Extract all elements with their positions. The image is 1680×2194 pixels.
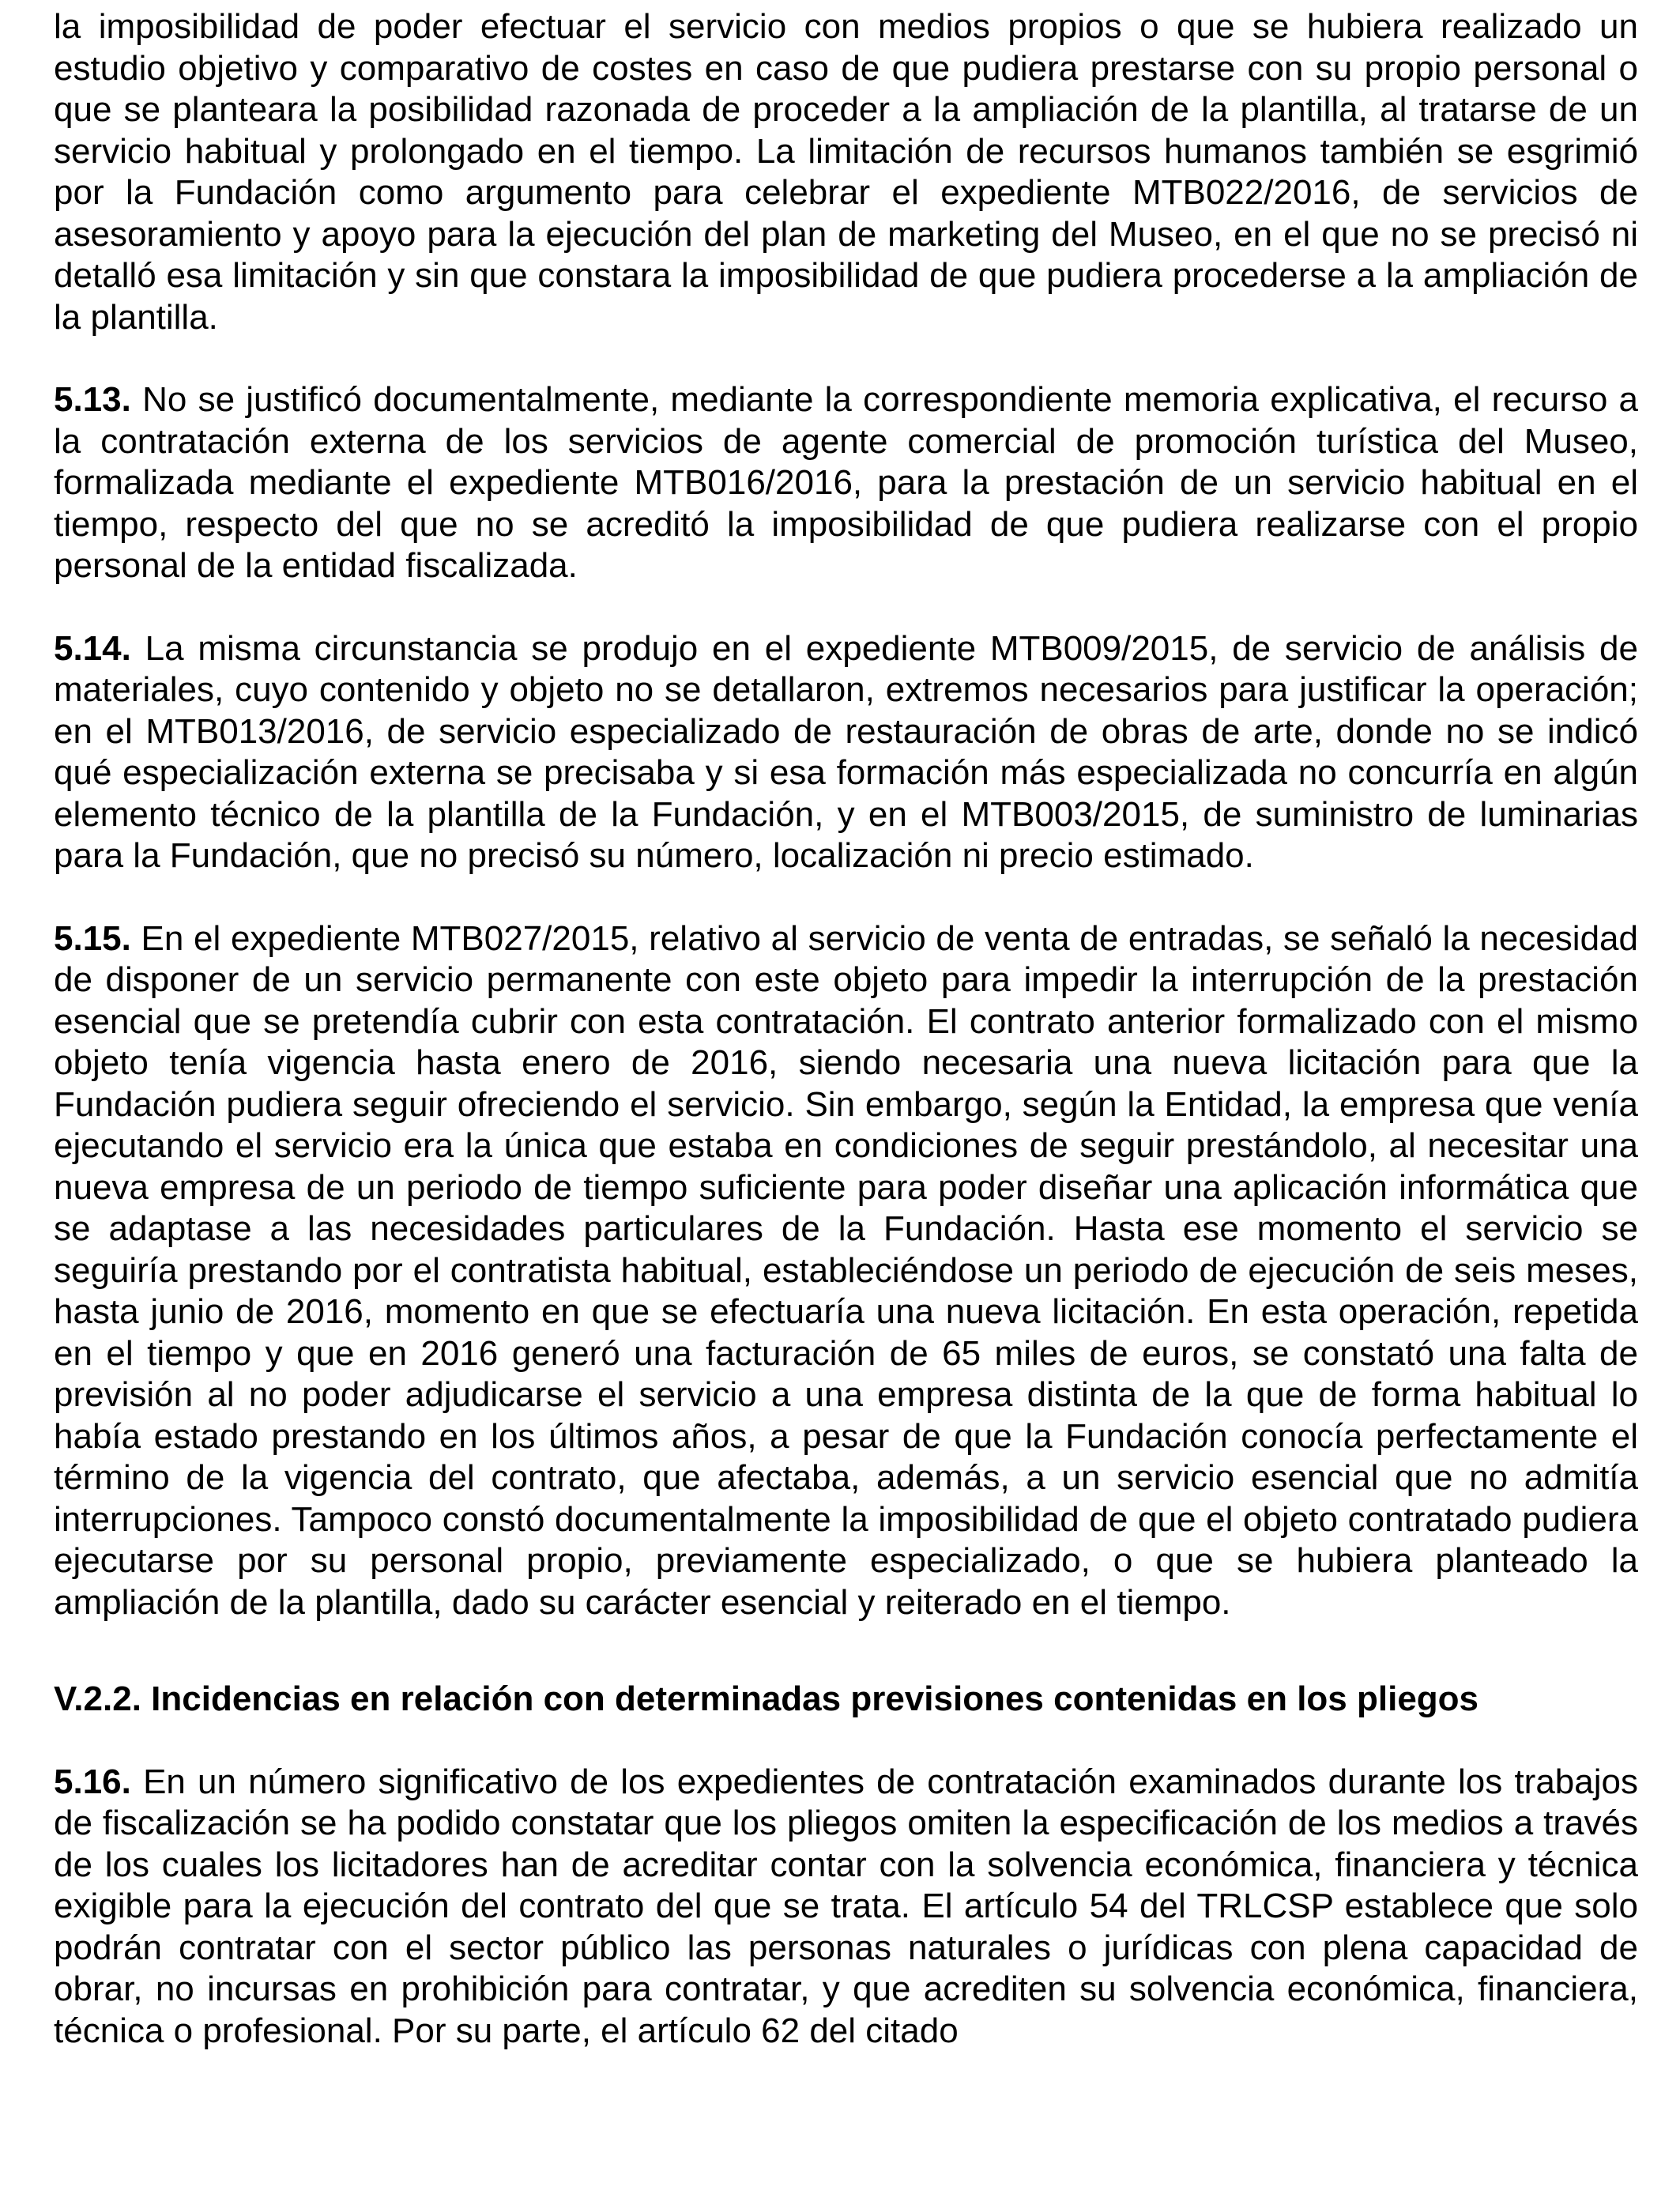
paragraph-text: En un número significativo de los expedientes de contratación examinados durante los trabajos de fiscalización se ha podido constatar que los pliegos omiten la especificación de los medios a través de los cuales los licitadores han de acreditar contar con la solvencia económica, financiera y técnica exigible para la ejecución del contrato del que se trata. El artículo 54 del TRLCSP establece que solo podrán contratar con el sector público las personas naturales o jurídicas con plena capacidad de obrar, no incursas en prohibición para contratar, y que acrediten su solvencia económica, financiera, técnica o profesional. Por su parte, el artículo 62 del citado <box>54 1762 1638 2050</box>
paragraph-5-16 <box>54 1762 1638 2053</box>
paragraph-gap <box>54 877 1638 918</box>
paragraph-number: 5.16. <box>54 1762 131 1801</box>
paragraph-gap <box>54 1623 1638 1679</box>
paragraph-number: 5.13. <box>54 380 131 419</box>
paragraph-number: 5.15. <box>54 918 131 958</box>
paragraph-number: 5.14. <box>54 628 131 668</box>
section-heading: V.2.2. Incidencias en relación con determinadas previsiones contenidas en los pliegos <box>54 1679 1479 1718</box>
paragraph-5-14 <box>54 628 1638 877</box>
intro-paragraph: la imposibilidad de poder efectuar el servicio con medios propios o que se hubiera realizado un estudio objetivo y comparativo de costes en caso de que pudiera prestarse con su propio personal o que se planteara la posibilidad razonada de proceder a la ampliación de la plantilla, al tratarse de un servicio habitual y prolongado en el tiempo. La limitación de recursos humanos también se esgrimió por la Fundación como argumento para celebrar el expediente MTB022/2016, de servicios de asesoramiento y apoyo para la ejecución del plan de marketing del Museo, en el que no se precisó ni detalló esa limitación y sin que constara la imposibilidad de que pudiera procederse a la ampliación de la plantilla. <box>54 7 1638 337</box>
paragraph-text: No se justificó documentalmente, mediante la correspondiente memoria explicativa, el recurso a la contratación externa de los servicios de agente comercial de promoción turística del Museo, formalizada mediante el expediente MTB016/2016, para la prestación de un servicio habitual en el tiempo, respecto del que no se acreditó la imposibilidad de que pudiera realizarse con el propio personal de la entidad fiscalizada. <box>54 380 1638 585</box>
paragraph-gap <box>54 338 1638 379</box>
paragraph-5-15 <box>54 918 1638 1624</box>
paragraph-gap <box>54 1721 1638 1762</box>
paragraph-5-13 <box>54 379 1638 587</box>
paragraph-gap <box>54 587 1638 628</box>
document-page <box>54 6 1638 2052</box>
paragraph-text: La misma circunstancia se produjo en el expediente MTB009/2015, de servicio de análisis de materiales, cuyo contenido y objeto no se detallaron, extremos necesarios para justificar la operación; en el MTB013/2016, de servicio especializado de restauración de obras de arte, donde no se indicó qué especialización externa se precisaba y si esa formación más especializada no concurría en algún elemento técnico de la plantilla de la Fundación, y en el MTB003/2015, de suministro de luminarias para la Fundación, que no precisó su número, localización ni precio estimado. <box>54 628 1638 875</box>
paragraph-text: En el expediente MTB027/2015, relativo al servicio de venta de entradas, se señaló la necesidad de disponer de un servicio permanente con este objeto para impedir la interrupción de la prestación esencial que se pretendía cubrir con esta contratación. El contrato anterior formalizado con el mismo objeto tenía vigencia hasta enero de 2016, siendo necesaria una nueva licitación para que la Fundación pudiera seguir ofreciendo el servicio. Sin embargo, según la Entidad, la empresa que venía ejecutando el servicio era la única que estaba en condiciones de seguir prestándolo, al necesitar una nueva empresa de un periodo de tiempo suficiente para poder diseñar una aplicación informática que se adaptase a las necesidades particulares de la Fundación. Hasta ese momento el servicio se seguiría prestando por el contratista habitual, estableciéndose un periodo de ejecución de seis meses, hasta junio de 2016, momento en que se efectuaría una nueva licitación. En esta operación, repetida en el tiempo y que en 2016 generó una facturación de 65 miles de euros, se constató una falta de previsión al no poder adjudicarse el servicio a una empresa distinta de la que de forma habitual lo había estado prestando en los últimos años, a pesar de que la Fundación conocía perfectamente el término de la vigencia del contrato, que afectaba, además, a un servicio esencial que no admitía interrupciones. Tampoco constó documentalmente la imposibilidad de que el objeto contratado pudiera ejecutarse por su personal propio, previamente especializado, o que se hubiera planteado la ampliación de la plantilla, dado su carácter esencial y reiterado en el tiempo. <box>54 918 1638 1622</box>
